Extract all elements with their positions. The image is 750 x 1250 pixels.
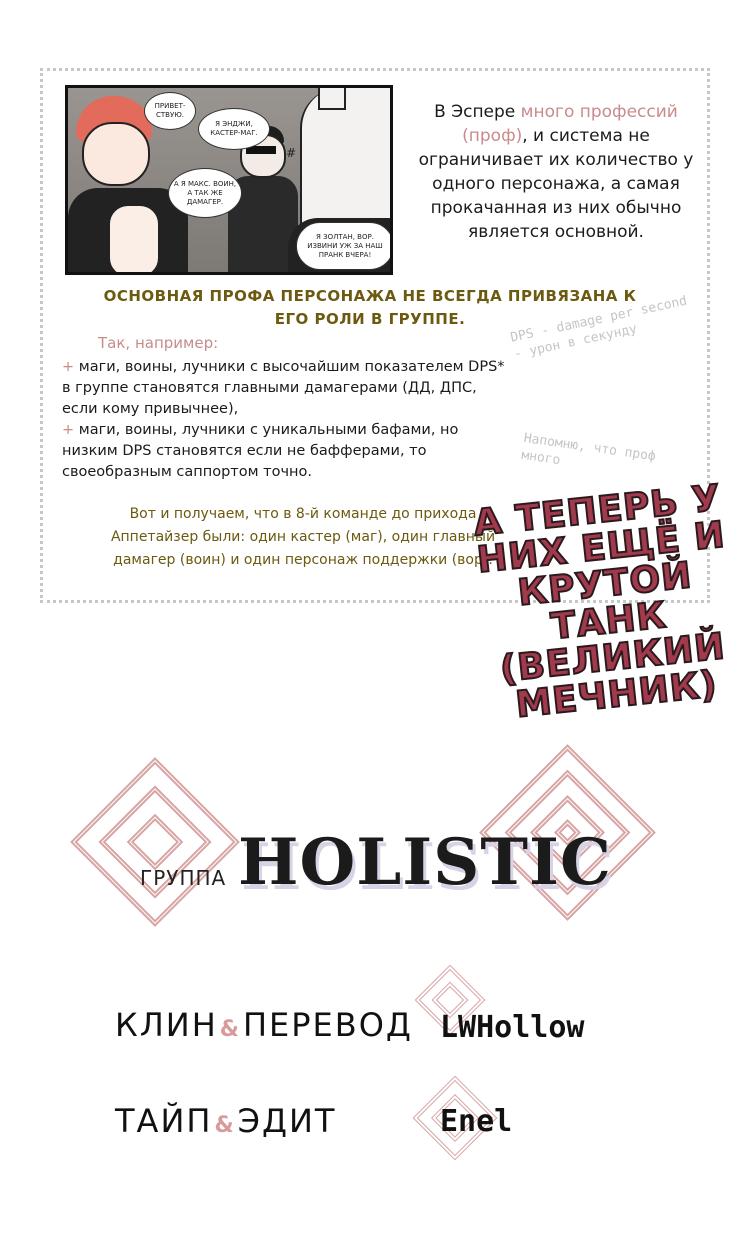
group-name: HOLISTIC [238,825,612,900]
example-title: Так, например: [98,334,219,352]
bullet-list [62,357,507,483]
bold-heading: ОСНОВНАЯ ПРОФА ПЕРСОНАЖА НЕ ВСЕГДА ПРИВЯЗАНА К ЕГО РОЛИ В ГРУППЕ. [103,287,637,328]
role-cleaning-translation: КЛИН&ПЕРЕВОД [115,1006,413,1044]
sfx-mark: # [286,146,297,160]
speech-bubble: Я ЭНДЖИ, КАСТЕР-МАГ. [198,108,270,150]
list-item: + маги, воины, лучники с высочайшим показателем DPS* в группе становятся главными дамагерами (ДД, ДПС, если кому привычнее), [62,359,505,417]
manga-panel [65,85,393,275]
side-note-reminder: Напомню, что проф много [520,430,657,469]
list-item: + маги, воины, лучники с уникальными бафами, но низким DPS становятся если не бафферами, то своеобразным саппортом точно. [62,422,459,480]
role-typeset-edit: ТАЙП&ЭДИТ [115,1102,337,1140]
stamp-text: А ТЕПЕРЬ У НИХ ЕЩЁ И КРУТОЙ ТАНК (ВЕЛИКИЙ МЕЧНИК) [471,477,728,726]
credit-name-2: Enel [440,1104,513,1139]
side-note-dps: DPS - damage per second - урон в секунду [509,293,689,363]
speech-bubble: Я ЗОЛТАН, ВОР. ИЗВИНИ УЖ ЗА НАШ ПРАНК ВЧЕРА! [296,222,393,270]
group-label: ГРУППА [140,866,227,890]
summary-text: Вот и получаем, что в 8-й команде до прихода Аппетайзер были: один кастер (маг), один главный дамагер (воин) и один персонаж поддержки (вор). [110,506,496,568]
credit-name-1: LWHollow [440,1010,585,1045]
intro-paragraph: В Эспере много профессий (проф), и система не ограничивает их количество у одного персонажа, а самая прокачанная из них обычно является основной. [418,102,694,242]
speech-bubble: ПРИВЕТ-СТВУЮ. [144,92,196,130]
speech-bubble: А Я МАКС. ВОИН, А ТАК ЖЕ ДАМАГЕР. [168,168,242,218]
